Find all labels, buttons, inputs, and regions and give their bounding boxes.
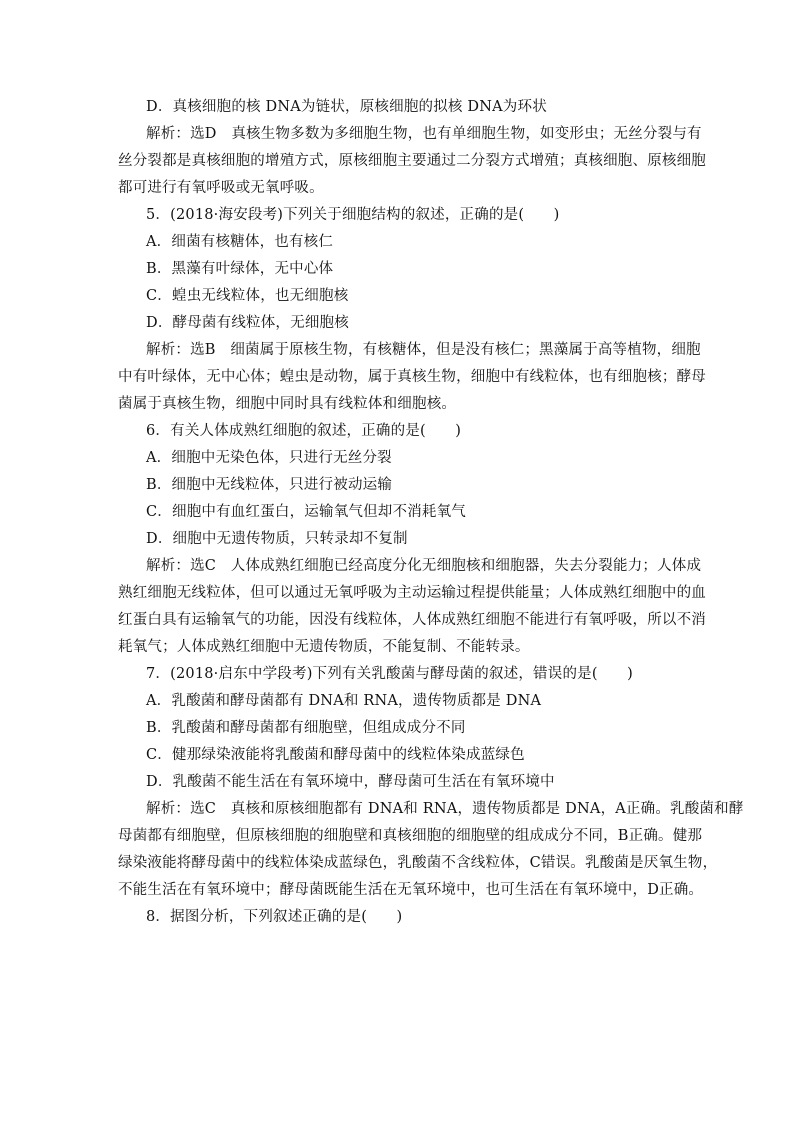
q6-stem: 6．有关人体成熟红细胞的叙述，正确的是( ) — [146, 423, 462, 439]
q7-option-d: D．乳酸菌不能生活在有氧环境中，酵母菌可生活在有氧环境中 — [146, 774, 555, 790]
q6-option-d: D．细胞中无遗传物质，只转录却不复制 — [146, 531, 408, 547]
q7-analysis-line-2: 母菌都有细胞壁，但原核细胞的细胞壁和真核细胞的细胞壁的组成成分不同，B正确。健那 — [118, 828, 703, 844]
q7-analysis-line-1: 解析：选C 真核和原核细胞都有 DNA和 RNA，遗传物质都是 DNA，A正确。乳酸菌和酵 — [146, 801, 744, 817]
q8-stem: 8．据图分析，下列叙述正确的是( ) — [146, 909, 403, 925]
q5-analysis-line-3: 菌属于真核生物，细胞中同时具有线粒体和细胞核。 — [118, 396, 457, 412]
q5-option-c: C．蝗虫无线粒体，也无细胞核 — [146, 288, 349, 304]
q6-option-b: B．细胞中无线粒体，只进行被动运输 — [146, 477, 393, 493]
q6-option-a: A．细胞中无染色体，只进行无丝分裂 — [146, 450, 392, 466]
q7-analysis-line-3: 绿染液能将酵母菌中的线粒体染成蓝绿色，乳酸菌不含线粒体，C错误。乳酸菌是厌氧生物， — [118, 855, 718, 871]
q4-option-d: D．真核细胞的核 DNA为链状，原核细胞的拟核 DNA为环状 — [146, 99, 547, 115]
q5-option-a: A．细菌有核糖体，也有核仁 — [146, 234, 334, 250]
q5-stem: 5．(2018·海安段考)下列关于细胞结构的叙述，正确的是( ) — [146, 207, 560, 223]
q7-option-a: A．乳酸菌和酵母菌都有 DNA和 RNA，遗传物质都是 DNA — [146, 693, 542, 709]
q7-analysis-line-4: 不能生活在有氧环境中；酵母菌既能生活在无氧环境中，也可生活在有氧环境中，D正确。 — [118, 882, 704, 898]
q6-option-c: C．细胞中有血红蛋白，运输氧气但却不消耗氧气 — [146, 504, 466, 520]
q5-analysis-line-1: 解析：选B 细菌属于原核生物，有核糖体，但是没有核仁；黑藻属于高等植物，细胞 — [146, 342, 701, 358]
q6-analysis-line-2: 熟红细胞无线粒体，但可以通过无氧呼吸为主动运输过程提供能量；人体成熟红细胞中的血 — [118, 585, 706, 601]
q5-option-d: D．酵母菌有线粒体，无细胞核 — [146, 315, 349, 331]
q6-analysis-line-4: 耗氧气；人体成熟红细胞中无遗传物质，不能复制、不能转录。 — [118, 639, 530, 655]
q5-option-b: B．黑藻有叶绿体，无中心体 — [146, 261, 334, 277]
q7-stem: 7．(2018·启东中学段考)下列有关乳酸菌与酵母菌的叙述，错误的是( ) — [146, 666, 633, 682]
q5-analysis-line-2: 中有叶绿体，无中心体；蝗虫是动物，属于真核生物，细胞中有线粒体，也有细胞核；酵母 — [118, 369, 706, 385]
q4-analysis-line-1: 解析：选D 真核生物多数为多细胞生物，也有单细胞生物，如变形虫；无丝分裂与有 — [146, 126, 702, 142]
q6-analysis-line-1: 解析：选C 人体成熟红细胞已经高度分化无细胞核和细胞器，失去分裂能力；人体成 — [146, 558, 702, 574]
q6-analysis-line-3: 红蛋白具有运输氧气的功能，因没有线粒体，人体成熟红细胞不能进行有氧呼吸，所以不消 — [118, 612, 706, 628]
q7-option-b: B．乳酸菌和酵母菌都有细胞壁，但组成成分不同 — [146, 720, 466, 736]
q7-option-c: C．健那绿染液能将乳酸菌和酵母菌中的线粒体染成蓝绿色 — [146, 747, 525, 763]
q4-analysis-line-2: 丝分裂都是真核细胞的增殖方式，原核细胞主要通过二分裂方式增殖；真核细胞、原核细胞 — [118, 153, 706, 169]
q4-analysis-line-3: 都可进行有氧呼吸或无氧呼吸。 — [118, 180, 324, 196]
